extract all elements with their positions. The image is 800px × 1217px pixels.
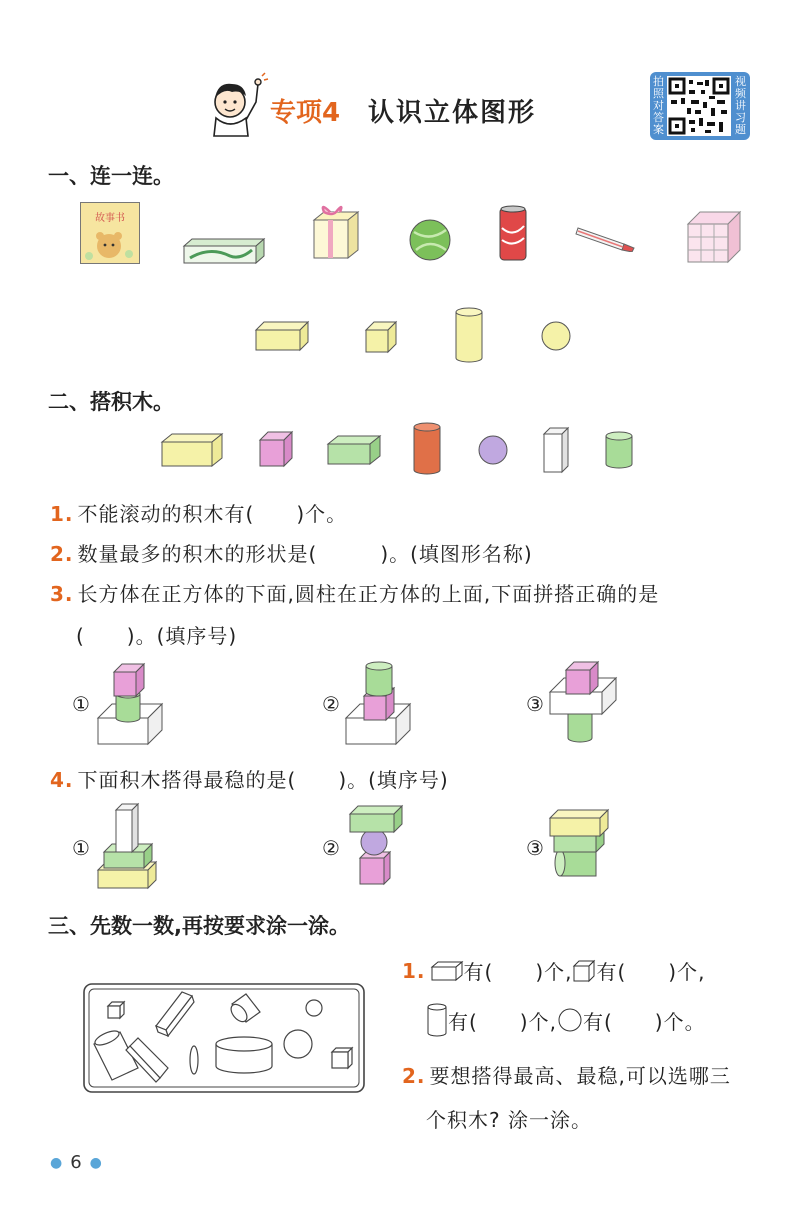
page-number: 6 [70,1152,82,1173]
white-tall-cuboid-block [544,428,568,472]
question-2-1 [50,498,347,527]
sphere-count[interactable]: 有( )个。 [582,1009,706,1034]
question-3-2 [402,1060,731,1089]
question-number: 1. [402,958,426,983]
q4-option-2-label: ② [322,836,340,860]
question-number: 2. [402,1064,426,1088]
dot-icon: ● [89,1154,102,1171]
cuboid-icon [430,960,464,982]
cube-shape[interactable] [364,320,398,354]
q3-option-3-stack[interactable] [548,660,620,744]
q4-option-1-stack[interactable] [96,800,160,890]
cylinder-count[interactable]: 有( )个, [448,1009,557,1034]
q3-option-2-stack[interactable] [344,658,414,746]
question-3-1-line1 [402,956,705,985]
qr-left-caption: 拍照对答案 [653,75,664,136]
pencil-item[interactable] [574,224,636,252]
green-cylinder-block [606,432,632,468]
question-text[interactable]: 数量最多的积木的形状是( )。(填图形名称) [77,542,533,566]
qr-badge[interactable] [650,72,750,140]
question-2-3 [50,578,659,607]
question-number: 1. [50,502,74,526]
question-text[interactable]: 不能滚动的积木有( )个。 [77,502,348,526]
question-3-1-line2 [426,1002,706,1038]
soda-can-item[interactable] [498,204,528,264]
q4-option-3-stack[interactable] [546,808,612,880]
storybook-title: 故事书 [95,213,125,224]
pink-cube-block [260,432,292,466]
storybook-item[interactable] [80,202,140,264]
page-footer [50,1152,102,1173]
green-cuboid-block [328,436,380,464]
question-text: 要想搭得最高、最稳,可以选哪三 [429,1064,731,1088]
question-number: 3. [50,582,74,606]
page-title: 认识立体图形 [368,98,537,128]
yellow-cuboid-block [162,434,222,466]
sphere-shape[interactable] [540,320,572,352]
bear-icon [81,224,137,264]
sphere-icon [557,1007,583,1033]
question-number: 4. [50,768,74,792]
purple-sphere-block [479,436,507,464]
ball-item[interactable] [408,218,452,262]
section1-heading: 一、连一连。 [48,164,174,188]
cylinder-icon [426,1002,448,1038]
rubiks-cube-item[interactable] [686,210,742,264]
cube-count[interactable]: 有( )个, [596,960,706,984]
header-tag: 专项4 [270,98,341,128]
cuboid-count[interactable]: 有( )个, [463,960,573,984]
question-2-4 [50,764,449,793]
question-2-2 [50,538,533,567]
question-3-2-line2: 个积木? 涂一涂。 [426,1108,592,1132]
cylinder-shape[interactable] [454,306,484,364]
section3-heading: 三、先数一数,再按要求涂一涂。 [48,914,350,938]
qr-code-icon[interactable] [667,76,731,136]
gift-box-item[interactable] [310,204,362,262]
question-number: 2. [50,542,74,566]
question-text[interactable]: 下面积木搭得最稳的是( )。(填序号) [77,768,449,792]
cuboid-shape[interactable] [254,320,310,352]
question-text: 长方体在正方体的下面,圆柱在正方体的上面,下面拼搭正确的是 [77,582,660,606]
q3-option-1-label: ① [72,692,90,716]
q4-option-2-stack[interactable] [348,802,404,886]
blocks-row [160,420,640,478]
q4-option-1-label: ① [72,836,90,860]
q3-option-1-stack[interactable] [96,660,166,746]
boy-mascot-icon [206,72,270,138]
q3-option-3-label: ③ [526,692,544,716]
toothpaste-box-item[interactable] [180,236,266,266]
orange-cylinder-block [414,423,440,474]
qr-right-caption: 视频讲习题 [735,75,746,136]
dot-icon: ● [50,1154,63,1171]
q3-option-2-label: ② [322,692,340,716]
question-2-3-answer[interactable]: ( )。(填序号) [76,624,238,648]
shapes-box [82,982,366,1094]
q4-option-3-label: ③ [526,836,544,860]
cube-icon [572,959,596,983]
section2-heading: 二、搭积木。 [48,390,174,414]
